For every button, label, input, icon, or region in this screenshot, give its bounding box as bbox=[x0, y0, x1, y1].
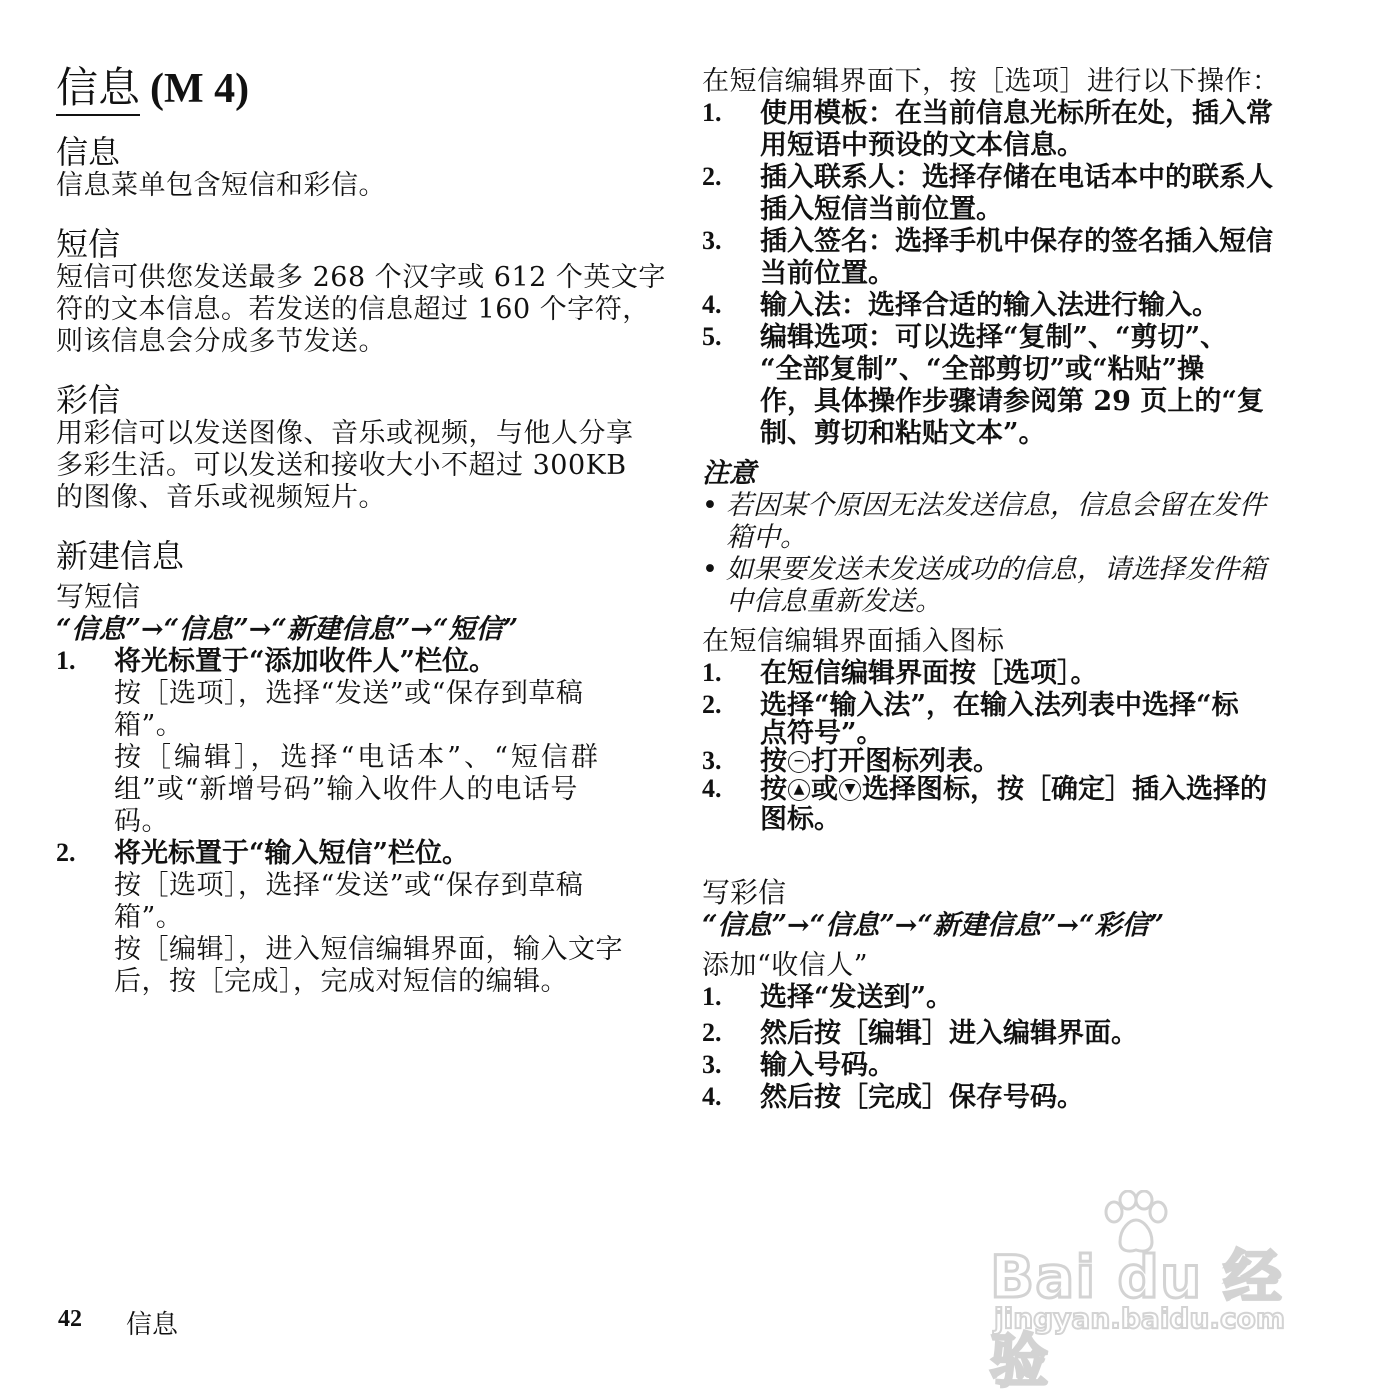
subheading-write-mms: 写彩信 bbox=[702, 876, 787, 909]
option-item bbox=[702, 98, 1298, 130]
note-line: 箱中。 bbox=[726, 522, 807, 553]
option-item bbox=[702, 226, 1298, 258]
note-item bbox=[702, 490, 1298, 522]
paragraph-line: 多彩生活。可以发送和接收大小不超过 300KB bbox=[56, 450, 627, 481]
mms-step bbox=[702, 1082, 1298, 1114]
step-number: 2. bbox=[702, 1018, 722, 1047]
option-line: 插入短信当前位置。 bbox=[760, 194, 1003, 225]
bullet-icon: • bbox=[702, 554, 718, 585]
option-line: 编辑选项：可以选择“复制”、“剪切”、 bbox=[760, 322, 1228, 353]
paragraph-line: 的图像、音乐或视频短片。 bbox=[56, 482, 386, 513]
option-line: 输入法：选择合适的输入法进行输入。 bbox=[760, 290, 1219, 321]
step-line: 在短信编辑界面按［选项］。 bbox=[760, 658, 1098, 689]
mms-step bbox=[702, 1050, 1298, 1082]
step-text: 然后按［编辑］进入编辑界面。 bbox=[760, 1018, 1138, 1049]
page-title-text: 信息 bbox=[56, 63, 140, 116]
up-key-icon: ▲ bbox=[788, 779, 810, 801]
step-number: 2. bbox=[56, 838, 76, 867]
option-number: 4. bbox=[702, 290, 722, 319]
watermark-url: jingyan.baidu.com bbox=[994, 1302, 1286, 1335]
watermark-brand: Bai du 经验 bbox=[990, 1243, 1283, 1395]
option-line: 用短语中预设的文本信息。 bbox=[760, 130, 1084, 161]
step-number: 1. bbox=[56, 646, 76, 675]
note-title: 注意 bbox=[702, 458, 756, 489]
step-line bbox=[760, 774, 1267, 806]
step-line: 选择“输入法”，在输入法列表中选择“标 bbox=[760, 690, 1239, 721]
add-recipient-label: 添加“收信人” bbox=[702, 950, 869, 981]
paragraph: 信息菜单包含短信和彩信。 bbox=[56, 170, 386, 201]
option-line: 制、剪切和粘贴文本”。 bbox=[760, 418, 1046, 449]
step-number: 4. bbox=[702, 774, 722, 803]
paragraph-line: 则该信息会分成多节发送。 bbox=[56, 326, 386, 357]
option-line: 当前位置。 bbox=[760, 258, 895, 289]
step-line: 按［选项］，选择“发送”或“保存到草稿 bbox=[114, 870, 584, 901]
page-title bbox=[56, 58, 249, 119]
option-line: 插入联系人：选择存储在电话本中的联系人 bbox=[760, 162, 1273, 193]
mms-step bbox=[702, 1018, 1298, 1050]
step-line: 码。 bbox=[114, 806, 169, 837]
step-item bbox=[56, 838, 652, 870]
step-line: 箱”。 bbox=[114, 902, 184, 933]
icon-step bbox=[702, 658, 1298, 690]
footer-section-name: 信息 bbox=[126, 1310, 179, 1340]
section-heading-info: 信息 bbox=[56, 133, 121, 171]
intro-text: 在短信编辑界面下，按［选项］进行以下操作： bbox=[702, 66, 1280, 97]
mms-step bbox=[702, 982, 1298, 1014]
step-text: 然后按［完成］保存号码。 bbox=[760, 1082, 1084, 1113]
down-key-icon: ▼ bbox=[839, 779, 861, 801]
insert-icons-heading: 在短信编辑界面插入图标 bbox=[702, 626, 1005, 657]
menu-path: “信息”→“信息”→“新建信息”→“彩信” bbox=[702, 910, 1165, 941]
step-text: 输入号码。 bbox=[760, 1050, 895, 1081]
step-line: 图标。 bbox=[760, 804, 841, 835]
page-number: 42 bbox=[58, 1306, 82, 1332]
page-title-code: (M 4) bbox=[150, 66, 250, 112]
note-line: 如果要发送未发送成功的信息，请选择发件箱 bbox=[726, 554, 1266, 585]
step-text-post: 打开图标列表。 bbox=[811, 746, 1000, 777]
step-line: 按［编辑］，进入短信编辑界面，输入文字 bbox=[114, 934, 623, 965]
step-text-pre: 按 bbox=[760, 746, 787, 777]
step-line: 箱”。 bbox=[114, 710, 184, 741]
bullet-icon: • bbox=[702, 490, 718, 521]
option-number: 1. bbox=[702, 98, 722, 127]
subheading-write-sms: 写短信 bbox=[56, 580, 141, 613]
step-number: 3. bbox=[702, 1050, 722, 1079]
step-number: 2. bbox=[702, 690, 722, 719]
step-line: 后，按［完成］，完成对短信的编辑。 bbox=[114, 966, 568, 997]
note-line: 若因某个原因无法发送信息，信息会留在发件 bbox=[726, 490, 1266, 521]
option-number: 2. bbox=[702, 162, 722, 191]
icon-step bbox=[702, 774, 1298, 806]
paragraph-line: 短信可供您发送最多 268 个汉字或 612 个英文字 bbox=[56, 262, 666, 293]
paragraph-line: 用彩信可以发送图像、音乐或视频，与他人分享 bbox=[56, 418, 634, 449]
step-number: 1. bbox=[702, 658, 722, 687]
step-text: 选择“发送到”。 bbox=[760, 982, 954, 1013]
step-text-post: 选择图标，按［确定］插入选择的 bbox=[862, 774, 1267, 805]
step-lead: 将光标置于“输入短信”栏位。 bbox=[114, 838, 470, 869]
baidu-watermark bbox=[990, 1190, 1320, 1395]
section-heading-new-message: 新建信息 bbox=[56, 537, 185, 575]
note-line: 中信息重新发送。 bbox=[726, 586, 942, 617]
step-line: 按［编辑］，选择“电话本”、“短信群 bbox=[114, 742, 601, 773]
option-line: 使用模板：在当前信息光标所在处，插入常 bbox=[760, 98, 1273, 129]
step-text-mid: 或 bbox=[811, 774, 838, 805]
section-heading-sms: 短信 bbox=[56, 225, 121, 263]
option-item bbox=[702, 162, 1298, 194]
menu-path: “信息”→“信息”→“新建信息”→“短信” bbox=[56, 614, 519, 645]
option-item bbox=[702, 290, 1298, 322]
option-line: “全部复制”、“全部剪切”或“粘贴”操 bbox=[760, 354, 1205, 385]
note-item bbox=[702, 554, 1298, 586]
minus-key-icon: − bbox=[788, 751, 810, 773]
option-line: 作，具体操作步骤请参阅第 29 页上的“复 bbox=[760, 386, 1264, 417]
step-line: 按［选项］，选择“发送”或“保存到草稿 bbox=[114, 678, 584, 709]
paragraph-line: 符的文本信息。若发送的信息超过 160 个字符， bbox=[56, 294, 650, 325]
step-text-pre: 按 bbox=[760, 774, 787, 805]
step-number: 3. bbox=[702, 746, 722, 775]
step-lead: 将光标置于“添加收件人”栏位。 bbox=[114, 646, 497, 677]
step-item bbox=[56, 646, 652, 678]
step-line: 点符号”。 bbox=[760, 718, 884, 749]
option-number: 3. bbox=[702, 226, 722, 255]
section-heading-mms: 彩信 bbox=[56, 381, 121, 419]
step-line: 组”或“新增号码”输入收件人的电话号 bbox=[114, 774, 579, 805]
option-item bbox=[702, 322, 1298, 354]
option-number: 5. bbox=[702, 322, 722, 351]
step-number: 4. bbox=[702, 1082, 722, 1111]
step-number: 1. bbox=[702, 982, 722, 1011]
option-line: 插入签名：选择手机中保存的签名插入短信 bbox=[760, 226, 1273, 257]
